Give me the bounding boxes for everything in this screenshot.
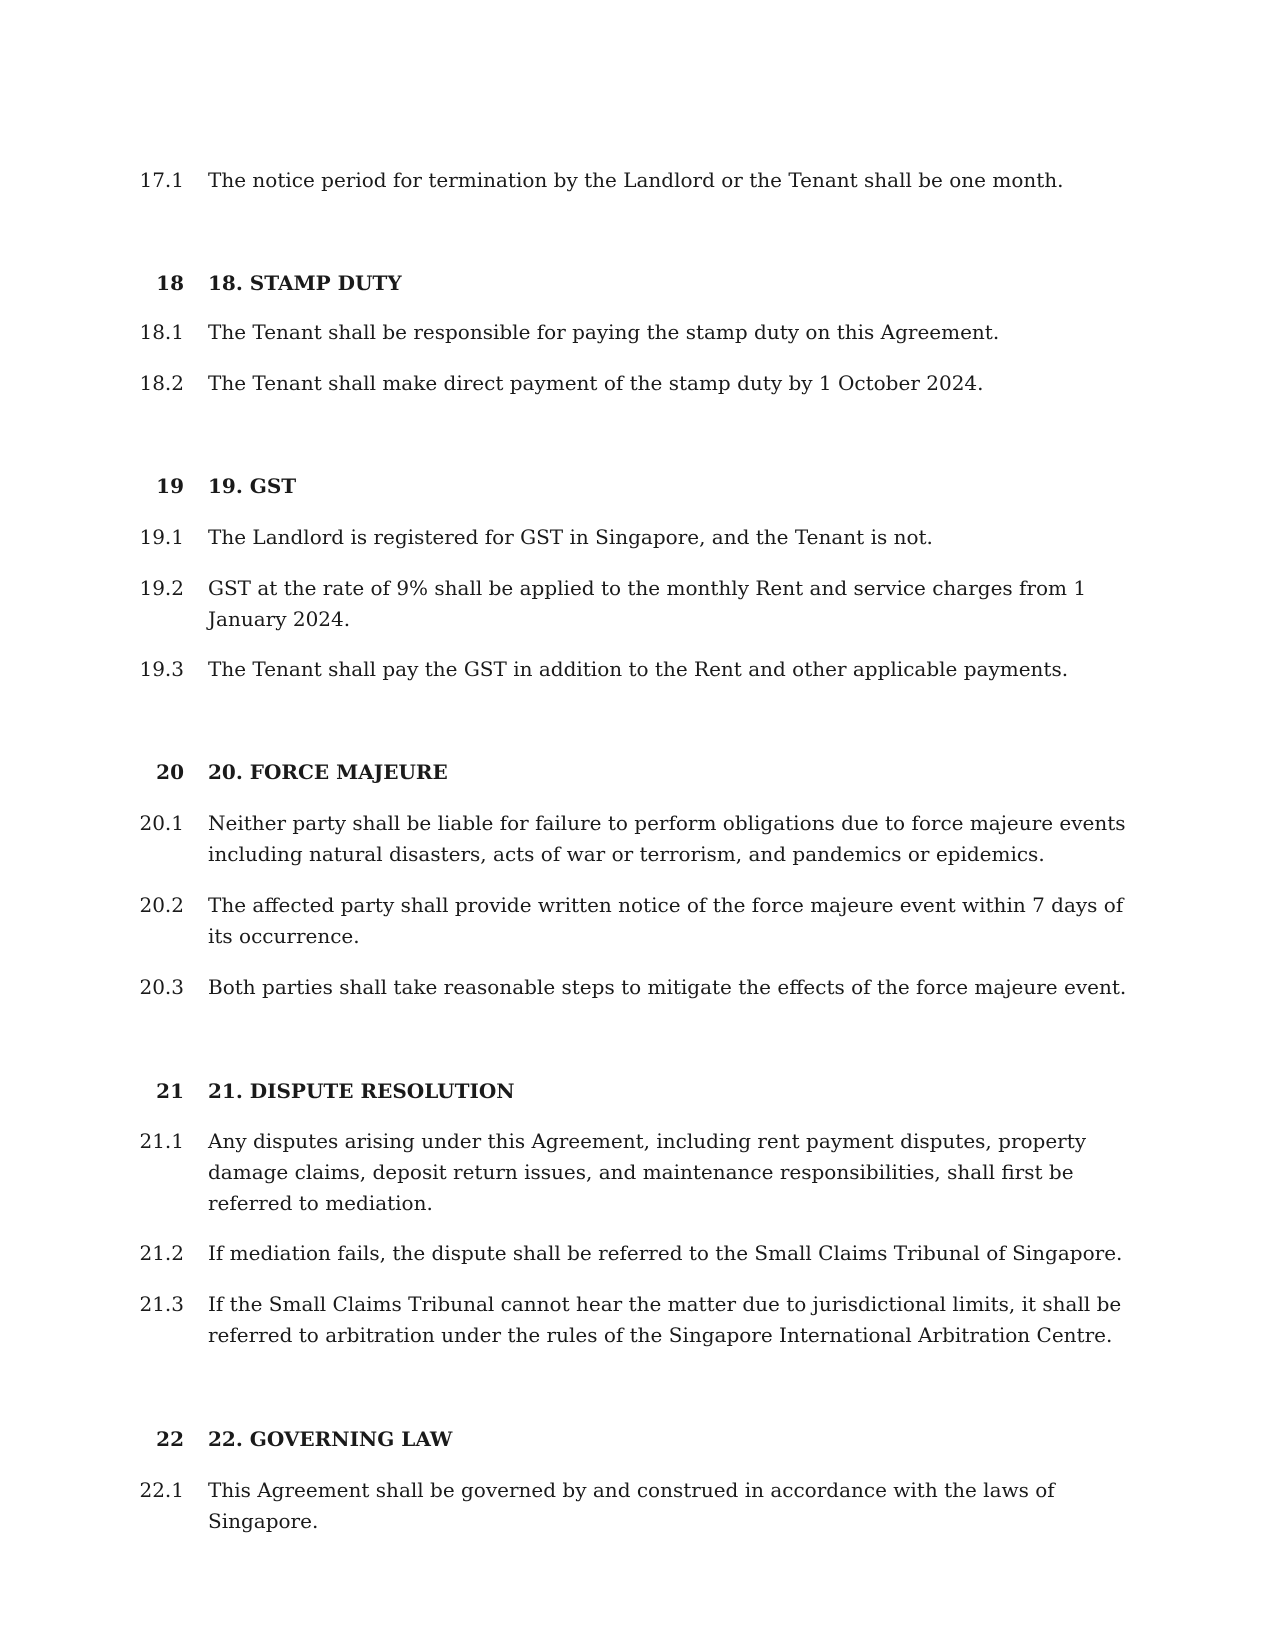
section-number: 19	[156, 474, 184, 498]
clause-text: Both parties shall take reasonable steps to mitigate the effects of the force majeure event.	[208, 975, 1127, 999]
section-number: 21	[156, 1079, 184, 1103]
clause-number: 21.1	[139, 1129, 184, 1153]
clause-number: 19.3	[139, 657, 184, 681]
clause-number: 18.2	[139, 371, 184, 395]
section-number: 22	[156, 1427, 184, 1451]
clause-number: 21.3	[139, 1292, 184, 1316]
clause-text: If the Small Claims Tribunal cannot hear the matter due to jurisdictional limits, it shall be referred to arbitration under the rules of the Singapore International Arbitration Centre.	[208, 1292, 1122, 1347]
clause-number: 18.1	[139, 320, 184, 344]
section-title: 19. GST	[208, 474, 297, 498]
clause-text: GST at the rate of 9% shall be applied to the monthly Rent and service charges from 1 January 2024.	[208, 576, 1087, 631]
clause-number: 22.1	[139, 1478, 184, 1502]
clause-number: 20.1	[139, 811, 184, 835]
clause-text: The Tenant shall be responsible for paying the stamp duty on this Agreement.	[208, 320, 1000, 344]
clause-text: The affected party shall provide written notice of the force majeure event within 7 days of its occurrence.	[208, 893, 1124, 948]
clause-text: The Tenant shall make direct payment of the stamp duty by 1 October 2024.	[208, 371, 984, 395]
clause-number: 20.3	[139, 975, 184, 999]
section-number: 20	[156, 760, 184, 784]
clause-number: 20.2	[139, 893, 184, 917]
section-title: 22. GOVERNING LAW	[208, 1427, 453, 1451]
clause-text: The notice period for termination by the Landlord or the Tenant shall be one month.	[208, 168, 1064, 192]
section-title: 21. DISPUTE RESOLUTION	[208, 1079, 515, 1103]
clause-text: The Tenant shall pay the GST in addition to the Rent and other applicable payments.	[208, 657, 1069, 681]
section-number: 18	[156, 271, 184, 295]
section-title: 20. FORCE MAJEURE	[208, 760, 448, 784]
clause-text: Any disputes arising under this Agreement, including rent payment disputes, property damage claims, deposit return issues, and maintenance responsibilities, shall first be referred to mediation.	[208, 1129, 1087, 1215]
clause-text: The Landlord is registered for GST in Singapore, and the Tenant is not.	[208, 525, 933, 549]
clause-text: This Agreement shall be governed by and construed in accordance with the laws of Singapore.	[208, 1478, 1055, 1533]
clause-number: 19.2	[139, 576, 184, 600]
section-title: 18. STAMP DUTY	[208, 271, 402, 295]
clause-text: Neither party shall be liable for failure to perform obligations due to force majeure events including natural disasters, acts of war or terrorism, and pandemics or epidemics.	[208, 811, 1126, 866]
clause-number: 21.2	[139, 1241, 184, 1265]
clause-number: 19.1	[139, 525, 184, 549]
clause-number: 17.1	[139, 168, 184, 192]
clause-text: If mediation fails, the dispute shall be referred to the Small Claims Tribunal of Singapore.	[208, 1241, 1123, 1265]
